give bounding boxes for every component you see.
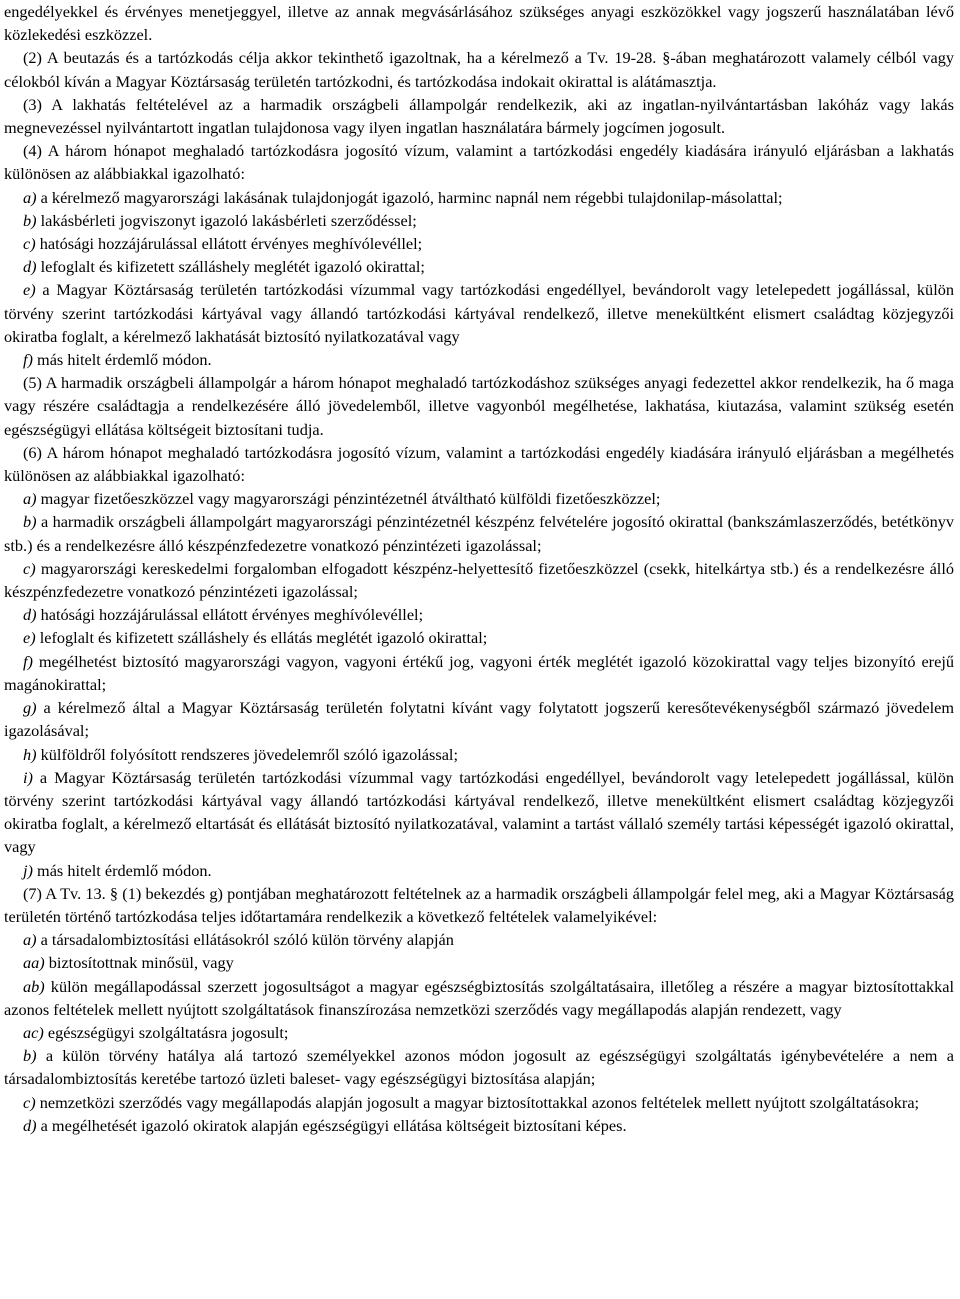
- paragraph: [4, 139, 954, 185]
- item-label: a): [23, 187, 37, 207]
- paragraph: [4, 882, 954, 928]
- paragraph-text: hatósági hozzájárulással ellátott érvényes meghívólevéllel;: [40, 605, 424, 625]
- paragraph-text: hatósági hozzájárulással ellátott érvényes meghívólevéllel;: [39, 234, 423, 254]
- paragraph: [4, 626, 954, 649]
- item-label: h): [23, 744, 37, 764]
- item-label: d): [23, 605, 37, 625]
- paragraph: [4, 603, 954, 626]
- paragraph-text: a harmadik országbeli állampolgárt magyarországi pénzintézetnél készpénz felvételére jogosító okirattal (bankszámlaszerződés, betétkönyv stb.) és a rendelkezésre álló készpénzfedezetre vonatkozó pénzintézeti igazolással;: [4, 512, 954, 555]
- paragraph-text: a kérelmező magyarországi lakásának tulajdonjogát igazoló, harminc napnál nem régebbi tulajdonilap-másolattal;: [40, 187, 783, 207]
- paragraph: [4, 928, 954, 951]
- paragraph: [4, 441, 954, 487]
- paragraph: [4, 510, 954, 556]
- paragraph-text: (3) A lakhatás feltételével az a harmadik országbeli állampolgár rendelkezik, aki az ingatlan-nyilvántartásban lakóház vagy lakás megnevezéssel nyilvántartott ingatlan tulajdonosa vagy ilyen ingatlan használatára bármely jogcímen jogosult.: [4, 94, 954, 138]
- paragraph: [4, 348, 954, 371]
- paragraph-text: (2) A beutazás és a tartózkodás célja akkor tekinthető igazoltnak, ha a kérelmező a Tv. 19-28. §-ában meghatározott valamely célból vagy célokból kíván a Magyar Köztársaság területén tartózkodni, és tartózkodása indokait okirattal is alátámasztja.: [4, 48, 954, 91]
- item-label: c): [23, 234, 36, 254]
- paragraph-text: a társadalombiztosítási ellátásokról szóló külön törvény alapján: [40, 930, 454, 950]
- item-label: b): [23, 210, 37, 230]
- item-label: d): [23, 257, 37, 277]
- paragraph-text: engedélyekkel és érvényes menetjeggyel, illetve az annak megvásárlásához szükséges anyagi eszközökkel vagy jogszerű használatában lévő közlekedési eszközzel.: [4, 2, 954, 45]
- item-label: j): [23, 860, 33, 880]
- paragraph: [4, 696, 954, 742]
- paragraph-text: a megélhetését igazoló okiratok alapján egészségügyi ellátása költségeit biztosítani képes.: [40, 1115, 627, 1135]
- paragraph-text: egészségügyi szolgáltatásra jogosult;: [47, 1022, 289, 1042]
- paragraph: [4, 278, 954, 348]
- item-label: aa): [23, 953, 45, 973]
- paragraph: [4, 371, 954, 441]
- paragraph-text: külön megállapodással szerzett jogosultságot a magyar egészségbiztosítás szolgáltatásaira, illetőleg a részére a magyar biztosítottakkal azonos feltételek mellett nyújtott szolgáltatások finanszírozása nemzetközi szerződés vagy megállapodás alapján rendezett, vagy: [4, 976, 954, 1019]
- item-label: i): [23, 767, 33, 787]
- paragraph-text: (4) A három hónapot meghaladó tartózkodásra jogosító vízum, valamint a tartózkodási engedély kiadására irányuló eljárásban a lakhatás különösen az alábbiakkal igazolható:: [4, 141, 954, 184]
- paragraph: [4, 232, 954, 255]
- paragraph: [4, 186, 954, 209]
- paragraph-text: megélhetést biztosító magyarországi vagyon, vagyoni értékű jog, vagyoni érték meglétét igazoló közokirattal vagy teljes bizonyító erejű magánokirattal;: [4, 651, 954, 694]
- paragraph: [4, 93, 954, 139]
- paragraph-text: a kérelmező által a Magyar Köztársaság területén folytatni kívánt vagy folytatott jogszerű keresőtevékenységből származó jövedelem igazolásával;: [4, 698, 954, 741]
- item-label: a): [23, 489, 37, 509]
- item-label: ac): [23, 1022, 44, 1042]
- item-label: g): [23, 698, 37, 718]
- paragraph: [4, 650, 954, 696]
- paragraph-text: más hitelt érdemlő módon.: [37, 350, 212, 370]
- paragraph-text: (6) A három hónapot meghaladó tartózkodásra jogosító vízum, valamint a tartózkodási engedély kiadására irányuló eljárásban a megélhetés különösen az alábbiakkal igazolható:: [4, 442, 954, 486]
- item-label: a): [23, 930, 37, 950]
- item-label: e): [23, 280, 36, 300]
- paragraph: [4, 1114, 954, 1137]
- item-label: f): [23, 651, 33, 671]
- item-label: ab): [23, 976, 45, 996]
- paragraph: [4, 1091, 954, 1114]
- paragraph-text: (7) A Tv. 13. § (1) bekezdés g) pontjában meghatározott feltételnek az a harmadik országbeli állampolgár felel meg, aki a Magyar Köztársaság területén történő tartózkodása teljes időtartamára rendelkezik a következő feltételek valamelyikével:: [4, 883, 954, 926]
- item-label: b): [23, 512, 37, 532]
- item-label: b): [23, 1046, 37, 1066]
- paragraph: [4, 859, 954, 882]
- paragraph: [4, 209, 954, 232]
- paragraph: [4, 743, 954, 766]
- paragraph-text: lakásbérleti jogviszonyt igazoló lakásbérleti szerződéssel;: [40, 210, 417, 230]
- paragraph: [4, 975, 954, 1021]
- paragraph-text: lefoglalt és kifizetett szálláshely meglétét igazoló okirattal;: [40, 257, 425, 277]
- paragraph: [4, 255, 954, 278]
- item-label: f): [23, 350, 33, 370]
- item-label: c): [23, 1092, 36, 1112]
- document-page: [4, 0, 954, 1137]
- paragraph: [4, 46, 954, 92]
- paragraph-text: külföldről folyósított rendszeres jövedelemről szóló igazolással;: [40, 744, 458, 764]
- paragraph-text: más hitelt érdemlő módon.: [37, 860, 212, 880]
- paragraph: [4, 557, 954, 603]
- paragraph-text: a külön törvény hatálya alá tartozó személyekkel azonos módon jogosult az egészségügyi szolgáltatás igénybevételére a nem a társadalombiztosítás keretébe tartozó üzleti baleset- vagy egészségügyi biztosítása alapján;: [4, 1046, 954, 1089]
- paragraph-text: magyarországi kereskedelmi forgalomban elfogadott készpénz-helyettesítő fizetőeszközzel (csekk, hitelkártya stb.) és a rendelkezésre álló készpénzfedezetre vonatkozó pénzintézeti igazolással;: [4, 558, 954, 602]
- paragraph: [4, 1044, 954, 1090]
- paragraph-text: (5) A harmadik országbeli állampolgár a három hónapot meghaladó tartózkodáshoz szükséges anyagi fedezettel akkor rendelkezik, ha ő maga vagy részére családtagja a rendelkezésére álló jövedelemből, illetve vagyonból megélhetése, lakhatása, kiutazása, valamint szükség esetén egészségügyi ellátása költségeit biztosítani tudja.: [4, 373, 954, 439]
- paragraph: [4, 0, 954, 46]
- paragraph-text: biztosítottnak minősül, vagy: [48, 953, 234, 973]
- paragraph-text: a Magyar Köztársaság területén tartózkodási vízummal vagy tartózkodási engedéllyel, bevándorolt vagy letelepedett jogállással, külön törvény szerint tartózkodási kártyával vagy állandó tartózkodási kártyával rendelkező, illetve menekültként elismert családtag közjegyzői okiratba foglalt, a kérelmező eltartását és ellátását biztosító nyilatkozatával, valamint a tartást vállaló személy tartási képességét igazoló okirattal, vagy: [4, 767, 954, 857]
- paragraph: [4, 1021, 954, 1044]
- paragraph: [4, 766, 954, 859]
- paragraph: [4, 487, 954, 510]
- paragraph-text: nemzetközi szerződés vagy megállapodás alapján jogosult a magyar biztosítottakkal azonos feltételek mellett nyújtott szolgáltatásokra;: [39, 1092, 920, 1112]
- paragraph-text: lefoglalt és kifizetett szálláshely és ellátás meglétét igazoló okirattal;: [39, 628, 488, 648]
- item-label: c): [23, 558, 36, 578]
- paragraph-text: magyar fizetőeszközzel vagy magyarországi pénzintézetnél átváltható külföldi fizetőeszközzel;: [40, 489, 661, 509]
- item-label: e): [23, 628, 36, 648]
- paragraph-text: a Magyar Köztársaság területén tartózkodási vízummal vagy tartózkodási engedéllyel, bevándorolt vagy letelepedett jogállással, külön törvény szerint tartózkodási kártyával vagy állandó tartózkodási kártyával rendelkező, illetve menekültként elismert családtag közjegyzői okiratba foglalt, a kérelmező lakhatását biztosító nyilatkozatával vagy: [4, 280, 954, 346]
- paragraph: [4, 951, 954, 974]
- item-label: d): [23, 1115, 37, 1135]
